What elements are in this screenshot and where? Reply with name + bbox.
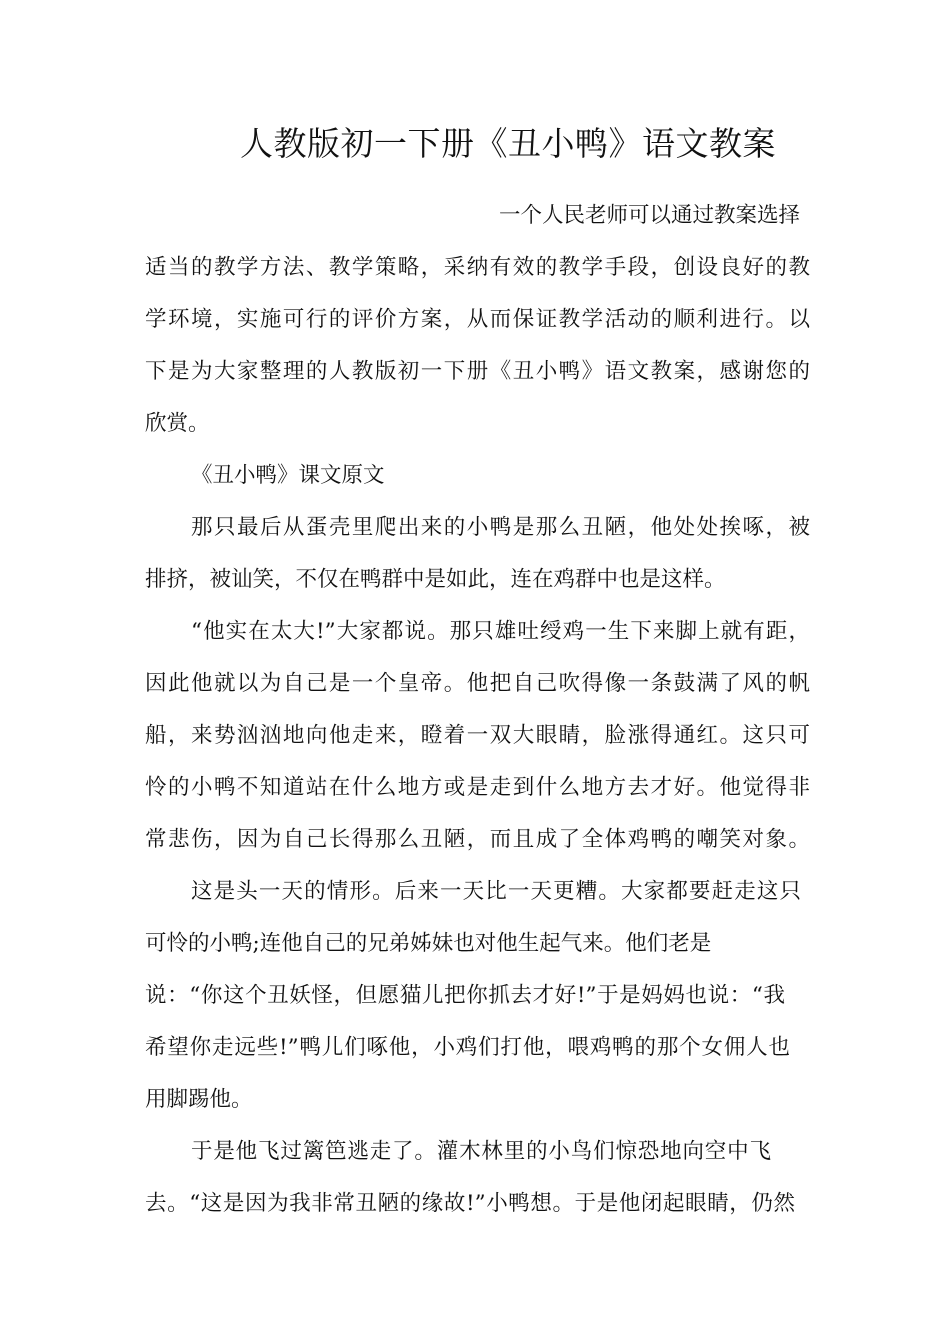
text-line: 可怜的小鸭;连他自己的兄弟姊妹也对他生起气来。他们老是 [145, 931, 712, 956]
text-line: 去。“这是因为我非常丑陋的缘故!”小鸭想。于是他闭起眼睛，仍然 [145, 1191, 795, 1216]
text-line: 希望你走远些!”鸭儿们啄他，小鸡们打他，喂鸡鸭的那个女佣人也 [145, 1035, 790, 1060]
text-line: 学环境，实施可行的评价方案，从而保证教学活动的顺利进行。以 [145, 307, 810, 332]
text-line: 于是他飞过篱笆逃走了。灌木林里的小鸟们惊恐地向空中飞 [191, 1139, 771, 1164]
text-line: 这是头一天的情形。后来一天比一天更糟。大家都要赶走这只 [191, 879, 801, 904]
text-line: 一个人民老师可以通过教案选择 [498, 203, 800, 228]
text-line: 适当的教学方法、教学策略，采纳有效的教学手段，创设良好的教 [145, 255, 810, 280]
text-line: 下是为大家整理的人教版初一下册《丑小鸭》语文教案，感谢您的 [145, 359, 810, 384]
text-line: “他实在太大!”大家都说。那只雄吐绶鸡一生下来脚上就有距， [191, 619, 810, 644]
text-line: 船，来势汹汹地向他走来，瞪着一双大眼睛，脸涨得通红。这只可 [145, 723, 810, 748]
text-line: 排挤，被讪笑，不仅在鸭群中是如此，连在鸡群中也是这样。 [145, 567, 726, 592]
text-line: 欣赏。 [145, 411, 210, 436]
text-line: 说：“你这个丑妖怪，但愿猫儿把你抓去才好!”于是妈妈也说：“我 [145, 983, 785, 1008]
text-line: 那只最后从蛋壳里爬出来的小鸭是那么丑陋，他处处挨啄，被 [191, 515, 810, 540]
text-line: 用脚踢他。 [145, 1087, 253, 1112]
document-title: 人教版初一下册《丑小鸭》语文教案 [240, 124, 776, 163]
text-line: 因此他就以为自己是一个皇帝。他把自己吹得像一条鼓满了风的帆 [145, 671, 810, 696]
text-line: 怜的小鸭不知道站在什么地方或是走到什么地方去才好。他觉得非 [145, 775, 810, 800]
text-line: 常悲伤，因为自己长得那么丑陋，而且成了全体鸡鸭的嘲笑对象。 [145, 827, 810, 852]
section-heading: 《丑小鸭》课文原文 [191, 463, 385, 488]
